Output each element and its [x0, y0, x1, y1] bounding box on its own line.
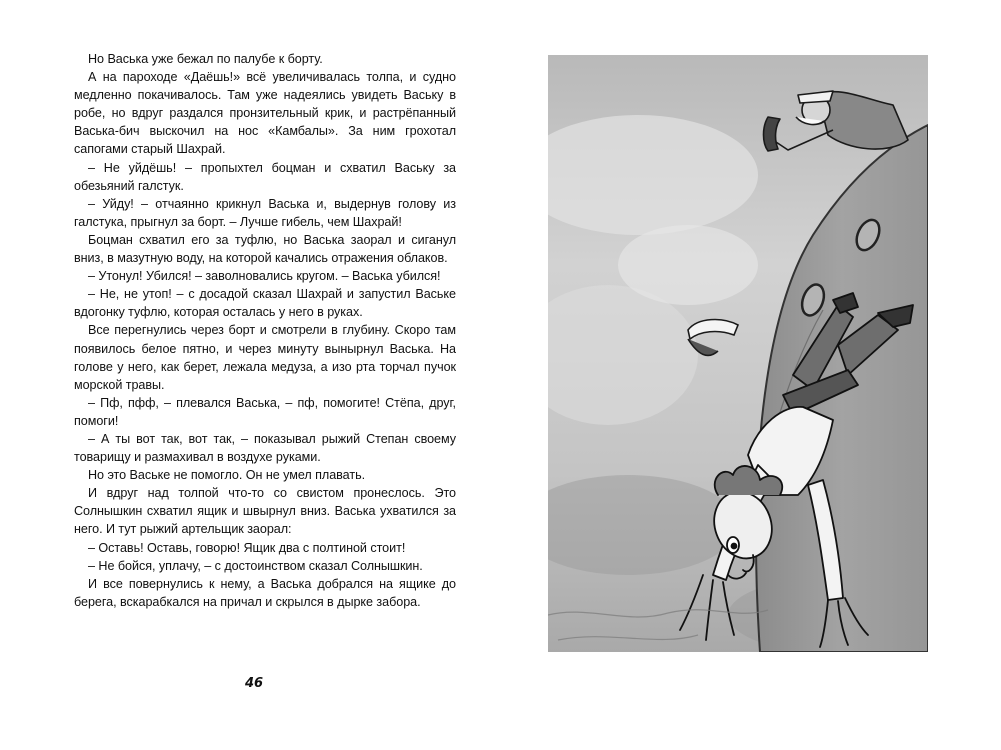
paragraph: Но Васька уже бежал по палубе к борту.: [88, 52, 323, 66]
paragraph: – Утонул! Убился! – заволновались кругом. – Васька убился!: [88, 269, 441, 284]
paragraph: – А ты вот так, вот так, – показывал рыжий Степан своему товарищу и размахивал в воздухе руками.: [74, 431, 456, 465]
paragraph: И все повернулись к нему, а Васька добрался на ящике до берега, вскарабкался на причал и скрылся в дырке забора.: [74, 576, 456, 609]
paragraph: – Уйду! – отчаянно крикнул Васька и, выдернув голову из галстука, прыгнул за борт. – Лучше гибель, чем Шахрай!: [74, 196, 456, 229]
paragraph: – Пф, пфф, – плевался Васька, – пф, помогите! Стёпа, друг, помоги!: [74, 395, 456, 428]
text-column: [74, 50, 456, 611]
paragraph: Все перегнулись через борт и смотрели в глубину. Скоро там появилось белое пятно, и через минуту вынырнул Васька. На голове у него, как берет, лежала медуза, а изо рта торчал пучок морской травы.: [74, 323, 456, 392]
paragraph: – Не, не утоп! – с досадой сказал Шахрай и запустил Ваське вдогонку туфлю, которая осталась у него в руках.: [74, 287, 456, 320]
page-number: 46: [245, 676, 264, 691]
paragraph: А на пароходе «Даёшь!» всё увеличивалась толпа, и судно медленно покачивалось. Там уже надеялись увидеть Ваську в робе, но вдруг раздался пронзительный крик, и растрёпанный Васька-бич выскочил на нос «Камбалы». За ним грохотал сапогами старый Шахрай.: [74, 70, 456, 157]
paragraph: – Оставь! Оставь, говорю! Ящик два с полтиной стоит!: [88, 540, 406, 555]
paragraph: И вдруг над толпой что-то со свистом пронеслось. Это Солнышкин схватил ящик и швырнул вниз. Васька ухватился за него. И тут рыжий артельщик заорал:: [74, 486, 456, 537]
paragraph: – Не бойся, уплачу, – с достоинством сказал Солнышкин.: [88, 558, 423, 573]
paragraph: – Не уйдёшь! – пропыхтел боцман и схватил Ваську за обезьяний галстук.: [74, 160, 456, 193]
paragraph: Но это Ваське не помогло. Он не умел плавать.: [88, 468, 366, 483]
paragraph: Боцман схватил его за туфлю, но Васька заорал и сиганул вниз, в мазутную воду, на которой качались отражения облаков.: [74, 232, 456, 266]
illustration: [548, 55, 928, 652]
